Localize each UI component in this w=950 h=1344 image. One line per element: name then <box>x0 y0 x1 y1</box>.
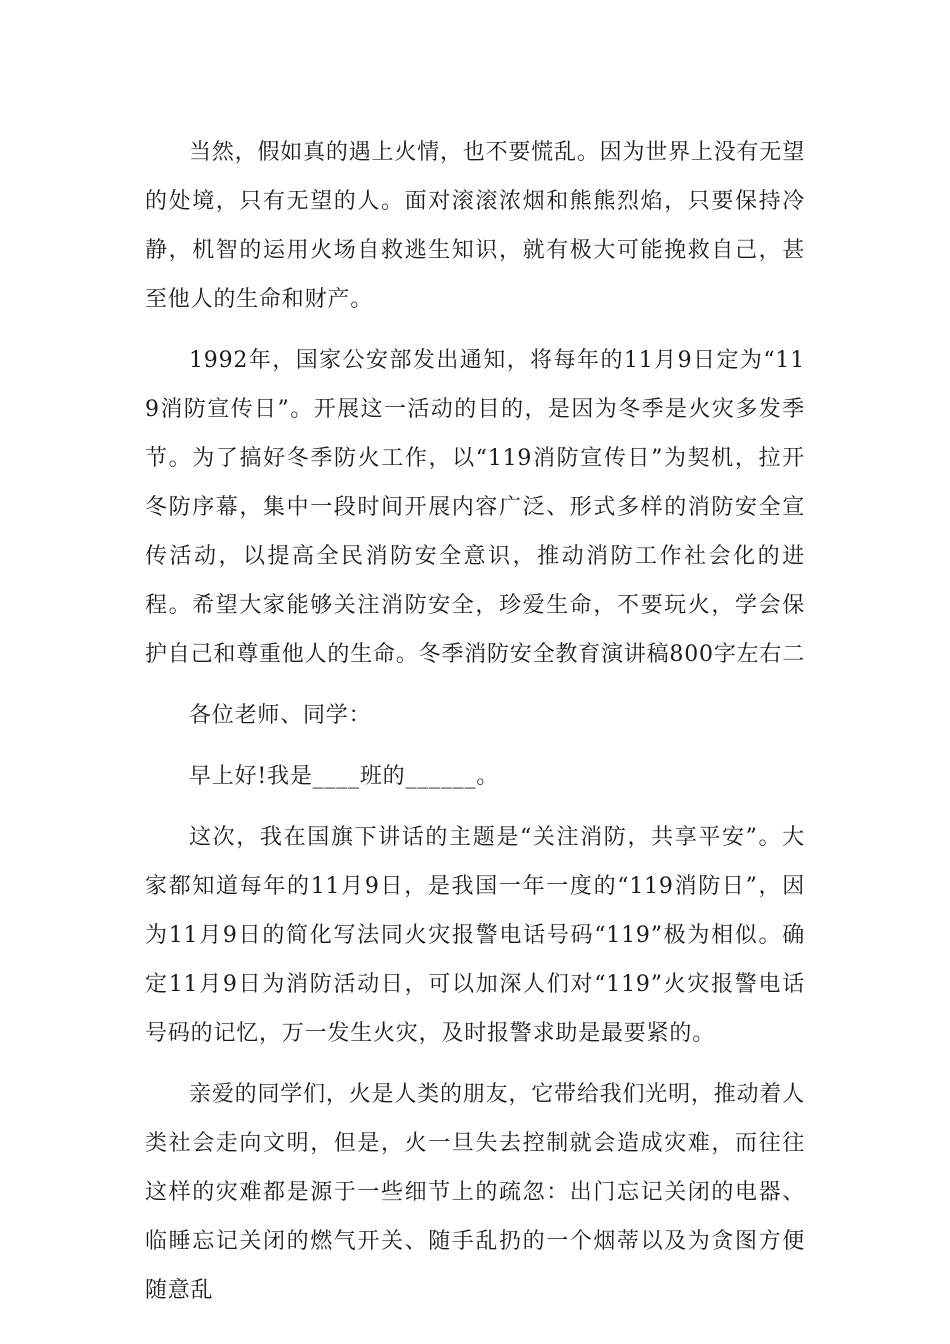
paragraph-self-rescue: 当然，假如真的遇上火情，也不要慌乱。因为世界上没有无望的处境，只有无望的人。面对滚滚浓烟和熊熊烈焰，只要保持冷静，机智的运用火场自救逃生知识，就有极大可能挽救自己，甚至他人的生命和财产。 <box>145 140 805 312</box>
paragraph-fire-friend: 亲爱的同学们，火是人类的朋友，它带给我们光明，推动着人类社会走向文明，但是，火一旦失去控制就会造成灾难，而往往这样的灾难都是源于一些细节上的疏忽：出门忘记关闭的电器、临睡忘记关闭的燃气开关、随手乱扔的一个烟蒂以及为贪图方便随意乱 <box>145 1082 805 1303</box>
paragraph-self-introduction: 早上好!我是____班的______。 <box>189 764 500 789</box>
paragraph-119-history: 1992年，国家公安部发出通知，将每年的11月9日定为“119消防宣传日”。开展这一活动的目的，是因为冬季是火灾多发季节。为了搞好冬季防火工作，以“119消防宣传日”为契机，拉开冬防序幕，集中一段时间开展内容广泛、形式多样的消防安全宣传活动，以提高全民消防安全意识，推动消防工作社会化的进程。希望大家能够关注消防安全，珍爱生命，不要玩火，学会保护自己和尊重他人的生命。冬季消防安全教育演讲稿800字左右二 <box>145 348 805 667</box>
paragraph-speech-theme: 这次，我在国旗下讲话的主题是“关注消防，共享平安”。大家都知道每年的11月9日，是我国一年一度的“119消防日”，因为11月9日的简化写法同火灾报警电话号码“119”极为相似。确定11月9日为消防活动日，可以加深人们对“119”火灾报警电话号码的记忆，万一发生火灾，及时报警求助是最要紧的。 <box>145 825 805 1046</box>
paragraph-greeting-salutation: 各位老师、同学： <box>189 703 372 728</box>
document-body <box>145 128 805 1315</box>
